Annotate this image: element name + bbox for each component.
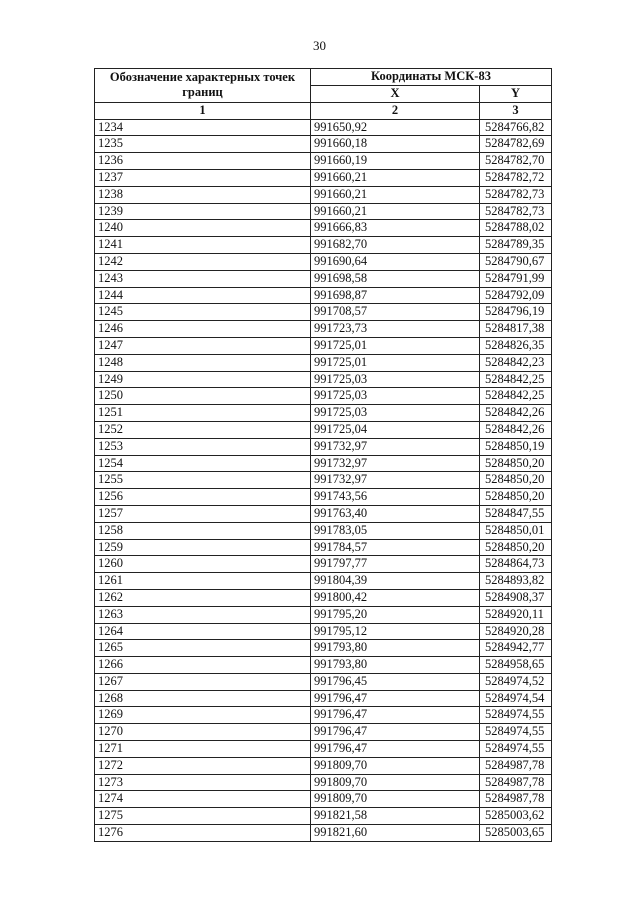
header-num-1: 1 (95, 102, 311, 119)
x-coordinate-cell: 991800,42 (311, 589, 480, 606)
point-number-cell: 1275 (95, 808, 311, 825)
y-coordinate-cell: 5284908,37 (480, 589, 552, 606)
y-coordinate-cell: 5284987,78 (480, 791, 552, 808)
table-row (95, 724, 552, 741)
y-coordinate-cell: 5284893,82 (480, 573, 552, 590)
x-coordinate-cell: 991725,04 (311, 421, 480, 438)
point-number-cell: 1261 (95, 573, 311, 590)
point-number-cell: 1234 (95, 119, 311, 136)
table-row (95, 657, 552, 674)
header-num-3: 3 (480, 102, 552, 119)
header-numbering-row (95, 102, 552, 119)
x-coordinate-cell: 991763,40 (311, 505, 480, 522)
point-number-cell: 1253 (95, 438, 311, 455)
x-coordinate-cell: 991725,03 (311, 388, 480, 405)
y-coordinate-cell: 5284766,82 (480, 119, 552, 136)
x-coordinate-cell: 991796,45 (311, 673, 480, 690)
point-number-cell: 1251 (95, 405, 311, 422)
table-row (95, 253, 552, 270)
table-row (95, 640, 552, 657)
point-number-cell: 1263 (95, 606, 311, 623)
y-coordinate-cell: 5284850,19 (480, 438, 552, 455)
x-coordinate-cell: 991660,18 (311, 136, 480, 153)
table-row (95, 388, 552, 405)
table-row (95, 556, 552, 573)
point-number-cell: 1268 (95, 690, 311, 707)
x-coordinate-cell: 991809,70 (311, 791, 480, 808)
x-coordinate-cell: 991796,47 (311, 707, 480, 724)
y-coordinate-cell: 5284789,35 (480, 237, 552, 254)
y-coordinate-cell: 5284850,20 (480, 539, 552, 556)
point-number-cell: 1245 (95, 304, 311, 321)
header-num-2: 2 (311, 102, 480, 119)
point-number-cell: 1249 (95, 371, 311, 388)
x-coordinate-cell: 991804,39 (311, 573, 480, 590)
x-coordinate-cell: 991725,03 (311, 371, 480, 388)
point-number-cell: 1254 (95, 455, 311, 472)
point-number-cell: 1276 (95, 825, 311, 842)
point-number-cell: 1260 (95, 556, 311, 573)
table-row (95, 741, 552, 758)
table-row (95, 119, 552, 136)
header-point-designation: Обозначение характерных точек границ (95, 69, 311, 103)
point-number-cell: 1248 (95, 354, 311, 371)
coordinates-table (94, 68, 552, 842)
y-coordinate-cell: 5284864,73 (480, 556, 552, 573)
point-number-cell: 1270 (95, 724, 311, 741)
table-row (95, 438, 552, 455)
point-number-cell: 1236 (95, 153, 311, 170)
x-coordinate-cell: 991732,97 (311, 455, 480, 472)
y-coordinate-cell: 5284850,01 (480, 522, 552, 539)
x-coordinate-cell: 991795,12 (311, 623, 480, 640)
y-coordinate-cell: 5284974,55 (480, 707, 552, 724)
x-coordinate-cell: 991743,56 (311, 489, 480, 506)
y-coordinate-cell: 5284987,78 (480, 774, 552, 791)
y-coordinate-cell: 5285003,65 (480, 825, 552, 842)
table-row (95, 153, 552, 170)
table-row (95, 690, 552, 707)
y-coordinate-cell: 5284782,72 (480, 169, 552, 186)
x-coordinate-cell: 991660,21 (311, 203, 480, 220)
point-number-cell: 1237 (95, 169, 311, 186)
y-coordinate-cell: 5284790,67 (480, 253, 552, 270)
x-coordinate-cell: 991821,60 (311, 825, 480, 842)
y-coordinate-cell: 5284788,02 (480, 220, 552, 237)
table-header (95, 69, 552, 120)
y-coordinate-cell: 5284942,77 (480, 640, 552, 657)
x-coordinate-cell: 991723,73 (311, 321, 480, 338)
point-number-cell: 1235 (95, 136, 311, 153)
y-coordinate-cell: 5285003,62 (480, 808, 552, 825)
y-coordinate-cell: 5284782,70 (480, 153, 552, 170)
point-number-cell: 1266 (95, 657, 311, 674)
y-coordinate-cell: 5284792,09 (480, 287, 552, 304)
table-row (95, 405, 552, 422)
y-coordinate-cell: 5284842,25 (480, 388, 552, 405)
header-y: Y (480, 86, 552, 103)
point-number-cell: 1241 (95, 237, 311, 254)
y-coordinate-cell: 5284958,65 (480, 657, 552, 674)
table-row (95, 791, 552, 808)
table-row (95, 421, 552, 438)
x-coordinate-cell: 991725,01 (311, 354, 480, 371)
y-coordinate-cell: 5284842,26 (480, 405, 552, 422)
table-row (95, 489, 552, 506)
point-number-cell: 1239 (95, 203, 311, 220)
table-row (95, 505, 552, 522)
y-coordinate-cell: 5284782,73 (480, 203, 552, 220)
table-row (95, 757, 552, 774)
point-number-cell: 1267 (95, 673, 311, 690)
point-number-cell: 1238 (95, 186, 311, 203)
x-coordinate-cell: 991732,97 (311, 472, 480, 489)
x-coordinate-cell: 991793,80 (311, 640, 480, 657)
point-number-cell: 1269 (95, 707, 311, 724)
table-row (95, 220, 552, 237)
x-coordinate-cell: 991698,87 (311, 287, 480, 304)
x-coordinate-cell: 991821,58 (311, 808, 480, 825)
table-row (95, 321, 552, 338)
header-x: X (311, 86, 480, 103)
y-coordinate-cell: 5284782,69 (480, 136, 552, 153)
y-coordinate-cell: 5284920,28 (480, 623, 552, 640)
table-row (95, 136, 552, 153)
x-coordinate-cell: 991796,47 (311, 724, 480, 741)
y-coordinate-cell: 5284817,38 (480, 321, 552, 338)
table-row (95, 186, 552, 203)
y-coordinate-cell: 5284974,54 (480, 690, 552, 707)
x-coordinate-cell: 991660,21 (311, 169, 480, 186)
x-coordinate-cell: 991666,83 (311, 220, 480, 237)
table-row (95, 589, 552, 606)
y-coordinate-cell: 5284850,20 (480, 455, 552, 472)
x-coordinate-cell: 991809,70 (311, 757, 480, 774)
y-coordinate-cell: 5284791,99 (480, 270, 552, 287)
x-coordinate-cell: 991793,80 (311, 657, 480, 674)
x-coordinate-cell: 991797,77 (311, 556, 480, 573)
x-coordinate-cell: 991698,58 (311, 270, 480, 287)
x-coordinate-cell: 991725,03 (311, 405, 480, 422)
x-coordinate-cell: 991809,70 (311, 774, 480, 791)
point-number-cell: 1271 (95, 741, 311, 758)
x-coordinate-cell: 991784,57 (311, 539, 480, 556)
table-row (95, 203, 552, 220)
x-coordinate-cell: 991795,20 (311, 606, 480, 623)
x-coordinate-cell: 991650,92 (311, 119, 480, 136)
point-number-cell: 1274 (95, 791, 311, 808)
header-coordinates-group: Координаты МСК-83 (311, 69, 552, 86)
point-number-cell: 1252 (95, 421, 311, 438)
point-number-cell: 1273 (95, 774, 311, 791)
table-row (95, 808, 552, 825)
table-row (95, 371, 552, 388)
x-coordinate-cell: 991660,21 (311, 186, 480, 203)
point-number-cell: 1240 (95, 220, 311, 237)
table-row (95, 287, 552, 304)
y-coordinate-cell: 5284974,52 (480, 673, 552, 690)
table-row (95, 673, 552, 690)
point-number-cell: 1250 (95, 388, 311, 405)
point-number-cell: 1255 (95, 472, 311, 489)
table-row (95, 623, 552, 640)
y-coordinate-cell: 5284842,26 (480, 421, 552, 438)
point-number-cell: 1257 (95, 505, 311, 522)
y-coordinate-cell: 5284842,23 (480, 354, 552, 371)
table-row (95, 169, 552, 186)
point-number-cell: 1272 (95, 757, 311, 774)
page-number: 30 (313, 38, 326, 53)
point-number-cell: 1264 (95, 623, 311, 640)
table-row (95, 707, 552, 724)
y-coordinate-cell: 5284850,20 (480, 489, 552, 506)
y-coordinate-cell: 5284842,25 (480, 371, 552, 388)
table-row (95, 825, 552, 842)
y-coordinate-cell: 5284987,78 (480, 757, 552, 774)
table-row (95, 522, 552, 539)
x-coordinate-cell: 991660,19 (311, 153, 480, 170)
table-row (95, 539, 552, 556)
y-coordinate-cell: 5284974,55 (480, 741, 552, 758)
table-body (95, 119, 552, 841)
y-coordinate-cell: 5284782,73 (480, 186, 552, 203)
table-row (95, 455, 552, 472)
x-coordinate-cell: 991725,01 (311, 337, 480, 354)
table-row (95, 606, 552, 623)
table-row (95, 354, 552, 371)
x-coordinate-cell: 991796,47 (311, 741, 480, 758)
point-number-cell: 1247 (95, 337, 311, 354)
table-row (95, 270, 552, 287)
point-number-cell: 1256 (95, 489, 311, 506)
x-coordinate-cell: 991690,64 (311, 253, 480, 270)
table-row (95, 304, 552, 321)
x-coordinate-cell: 991682,70 (311, 237, 480, 254)
point-number-cell: 1259 (95, 539, 311, 556)
y-coordinate-cell: 5284850,20 (480, 472, 552, 489)
x-coordinate-cell: 991708,57 (311, 304, 480, 321)
x-coordinate-cell: 991732,97 (311, 438, 480, 455)
y-coordinate-cell: 5284826,35 (480, 337, 552, 354)
y-coordinate-cell: 5284974,55 (480, 724, 552, 741)
y-coordinate-cell: 5284796,19 (480, 304, 552, 321)
table-row (95, 472, 552, 489)
y-coordinate-cell: 5284847,55 (480, 505, 552, 522)
point-number-cell: 1246 (95, 321, 311, 338)
point-number-cell: 1262 (95, 589, 311, 606)
point-number-cell: 1258 (95, 522, 311, 539)
table-row (95, 774, 552, 791)
header-row (95, 69, 552, 86)
x-coordinate-cell: 991783,05 (311, 522, 480, 539)
table-row (95, 337, 552, 354)
point-number-cell: 1244 (95, 287, 311, 304)
x-coordinate-cell: 991796,47 (311, 690, 480, 707)
y-coordinate-cell: 5284920,11 (480, 606, 552, 623)
point-number-cell: 1243 (95, 270, 311, 287)
point-number-cell: 1242 (95, 253, 311, 270)
table-row (95, 573, 552, 590)
table-row (95, 237, 552, 254)
point-number-cell: 1265 (95, 640, 311, 657)
